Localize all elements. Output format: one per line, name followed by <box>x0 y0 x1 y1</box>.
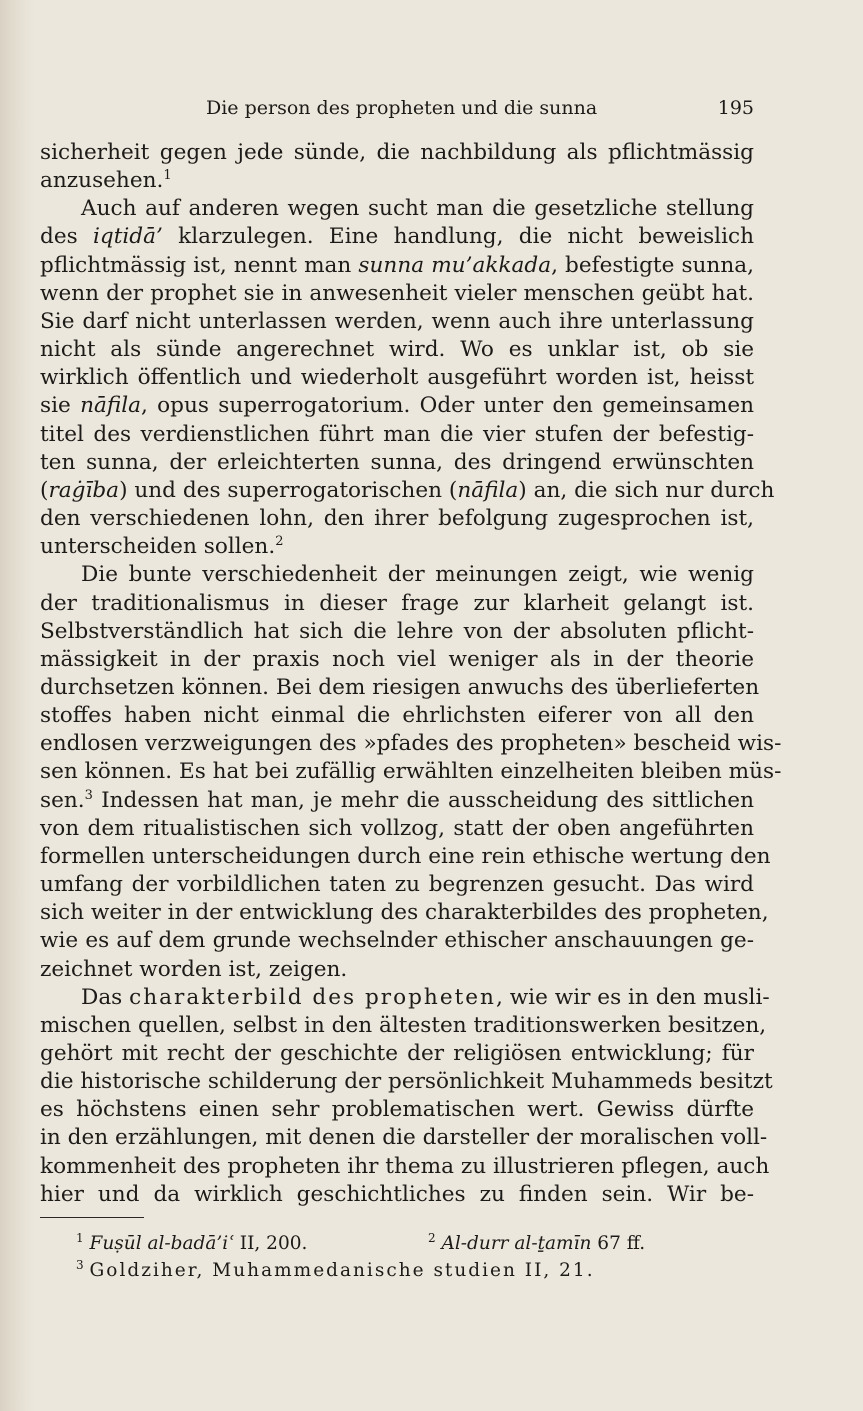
text-line <box>40 505 754 533</box>
footnote-number: 2 <box>428 1230 436 1245</box>
text-line <box>40 223 754 251</box>
spaced-text: charakterbild des propheten <box>129 984 496 1010</box>
text-run: 67 ff. <box>591 1233 646 1254</box>
text-run: umfang der vorbildlichen taten zu begrenzen gesucht. Das wird <box>40 872 754 898</box>
text-line <box>40 392 754 420</box>
text-run: sen können. Es hat bei zufällig erwählten einzelheiten bleiben müs- <box>40 759 782 785</box>
text-line <box>40 477 775 505</box>
text-line <box>40 449 754 477</box>
text-line <box>40 984 770 1012</box>
italic-term: iqtidā’ <box>92 224 163 250</box>
text-run: , wie wir es in den musli- <box>495 984 770 1010</box>
text-run: , befestigte sunna, <box>551 252 754 278</box>
text-line <box>40 336 754 364</box>
text-line <box>40 1181 754 1209</box>
text-line <box>40 646 754 674</box>
footnote-separator <box>40 1217 144 1218</box>
text-run: Selbstverständlich hat sich die lehre von der absoluten pflicht- <box>40 618 754 644</box>
italic-term: raġība <box>48 477 120 503</box>
text-run: Sie darf nicht unterlassen werden, wenn auch ihre unterlassung <box>40 308 754 334</box>
text-run: wie es auf dem grunde wechselnder ethischer anschauungen ge- <box>40 928 754 954</box>
text-line <box>40 1068 773 1096</box>
text-run: ten sunna, der erleichterten sunna, des dringend erwünschten <box>40 449 754 475</box>
text-line <box>40 421 754 449</box>
text-run: sich weiter in der entwicklung des charakterbildes des propheten, <box>40 900 769 926</box>
text-run: ) an, die sich nur durch <box>518 477 775 503</box>
text-line <box>40 871 754 899</box>
text-run: es höchstens einen sehr problematischen wert. Gewiss dürfte <box>40 1097 754 1123</box>
text-run: nicht als sünde angerechnet wird. Wo es unklar ist, ob sie <box>40 337 754 363</box>
text-line <box>40 561 754 589</box>
text-line <box>40 1096 754 1124</box>
text-line <box>40 730 782 758</box>
text-line <box>40 674 760 702</box>
text-run: sie <box>40 393 81 419</box>
text-line <box>40 927 754 955</box>
italic-term: Al-durr al-ṯamīn <box>441 1233 592 1254</box>
text-line <box>40 364 754 392</box>
text-run: sicherheit gegen jede sünde, die nachbildung als pflichtmässig <box>40 140 754 165</box>
text-run: Auch auf anderen wegen sucht man die gesetzliche stellung <box>81 196 754 222</box>
page-number: 195 <box>717 97 754 119</box>
text-line <box>40 1153 770 1181</box>
spaced-text: Goldziher, Muhammedanische studien II, 21. <box>89 1260 595 1281</box>
text-line <box>40 618 754 646</box>
italic-term: Fuṣūl al-badā’iʿ <box>89 1233 234 1254</box>
text-line <box>40 1124 768 1152</box>
text-run: den verschiedenen lohn, den ihrer befolgung zugesprochen ist, <box>40 506 754 532</box>
text-run: gehört mit recht der geschichte der religiösen entwicklung; für <box>40 1041 754 1066</box>
text-run: in den erzählungen, mit denen die darsteller der moralischen voll- <box>40 1125 768 1151</box>
text-run: des <box>40 224 93 250</box>
text-run: die historische schilderung der persönlichkeit Muhammeds besitzt <box>40 1069 773 1095</box>
text-run: kommenheit des propheten ihr thema zu illustrieren pflegen, auch <box>40 1153 770 1179</box>
footnote-2 <box>428 1230 645 1257</box>
footnote-number: 3 <box>76 1257 84 1272</box>
text-run: ) und des superrogatorischen ( <box>119 477 458 503</box>
text-run: hier und da wirklich geschichtliches zu finden sein. Wir be- <box>40 1181 754 1207</box>
text-line <box>40 1040 754 1068</box>
text-run: unterscheiden sollen. <box>40 534 276 560</box>
text-run: von dem ritualistischen sich vollzog, statt der oben angeführten <box>40 815 754 841</box>
footnote-reference: 1 <box>163 168 172 184</box>
running-header <box>206 96 754 120</box>
text-run: wenn der prophet sie in anwesenheit vieler menschen geübt hat. <box>40 280 754 306</box>
text-run: sen. <box>40 787 85 813</box>
text-run: Die bunte verschiedenheit der meinungen zeigt, wie wenig <box>81 562 754 588</box>
text-line <box>40 815 754 843</box>
text-line <box>40 195 754 223</box>
text-line <box>40 702 754 730</box>
text-line <box>40 139 754 167</box>
text-line <box>40 167 754 195</box>
text-run: pflichtmässig ist, nennt man <box>40 252 359 278</box>
footnote-row <box>76 1230 756 1257</box>
italic-term: nāfila <box>80 393 142 419</box>
text-run: endlosen verzweigungen des »pfades des propheten» bescheid wis- <box>40 731 782 757</box>
footnotes <box>76 1230 756 1284</box>
text-run: zeichnet worden ist, zeigen. <box>40 956 348 982</box>
text-run: stoffes haben nicht einmal die ehrlichsten eiferer von all den <box>40 703 754 729</box>
running-title: Die person des propheten und die sunna <box>206 97 598 119</box>
text-run: der traditionalismus in dieser frage zur klarheit gelangt ist. <box>40 590 754 616</box>
text-run: klarzulegen. Eine handlung, die nicht beweislich <box>162 224 754 250</box>
text-line <box>40 280 754 308</box>
text-run: Indessen hat man, je mehr die ausscheidung des sittlichen <box>92 787 754 813</box>
footnote-reference: 3 <box>84 787 93 803</box>
text-line <box>40 252 754 280</box>
footnote-number: 1 <box>76 1230 84 1245</box>
footnote-1 <box>76 1230 308 1254</box>
text-run: wirklich öffentlich und wiederholt ausgeführt worden ist, heisst <box>40 365 754 391</box>
text-run: titel des verdienstlichen führt man die vier stufen der befestig- <box>40 421 754 447</box>
text-run: , opus superrogatorium. Oder unter den gemeinsamen <box>141 393 755 419</box>
footnote-3 <box>76 1257 756 1284</box>
text-line <box>40 758 782 786</box>
italic-term: nāfila <box>457 477 519 503</box>
text-run: formellen unterscheidungen durch eine rein ethische wertung den <box>40 843 771 869</box>
italic-term: sunna mu’akkada <box>358 252 552 278</box>
text-line <box>40 590 754 618</box>
text-run: mässigkeit in der praxis noch viel weniger als in der theorie <box>40 646 754 672</box>
text-run: II, 200. <box>233 1233 308 1254</box>
text-line <box>40 956 754 984</box>
text-line <box>40 533 754 561</box>
text-run: mischen quellen, selbst in den ältesten traditionswerken besitzen, <box>40 1012 767 1038</box>
text-line <box>40 843 771 871</box>
body-text <box>40 139 782 1209</box>
text-run: ( <box>40 477 49 503</box>
text-run: anzusehen. <box>40 168 164 194</box>
text-run: Das <box>81 984 130 1010</box>
text-line <box>40 1012 767 1040</box>
text-line <box>40 308 754 336</box>
page-gutter-shadow <box>0 0 34 1411</box>
footnote-reference: 2 <box>275 534 284 550</box>
text-line <box>40 899 769 927</box>
text-line <box>40 787 754 815</box>
text-run: durchsetzen können. Bei dem riesigen anwuchs des überlieferten <box>40 674 760 700</box>
